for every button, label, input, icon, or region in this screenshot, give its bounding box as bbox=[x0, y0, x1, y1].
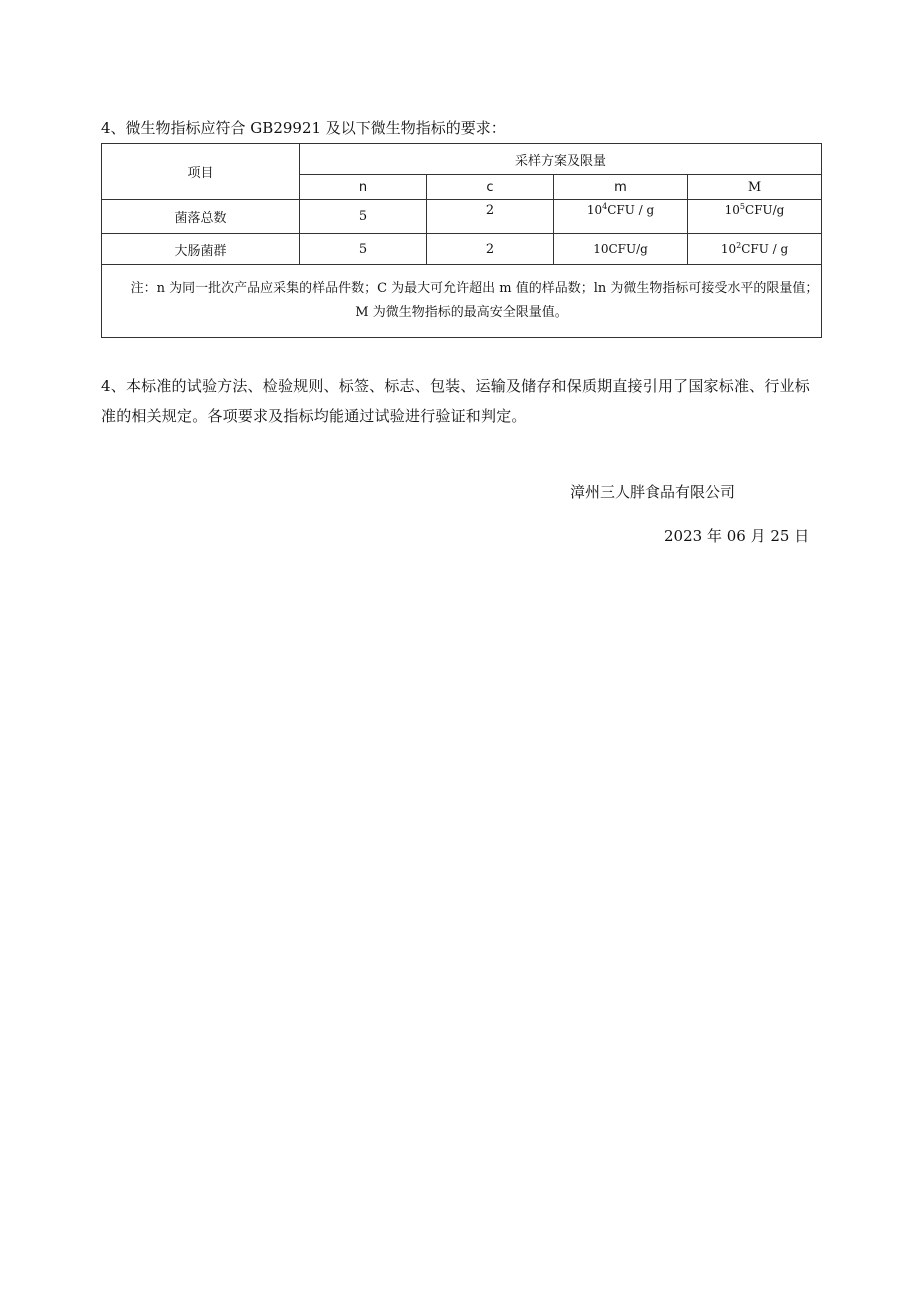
row-m-value: 10CFU/g bbox=[554, 234, 688, 265]
M-unit: CFU / g bbox=[741, 242, 789, 256]
section-heading: 4、微生物指标应符合 GB29921 及以下微生物指标的要求： bbox=[101, 119, 506, 137]
row-item-name: 大肠菌群 bbox=[102, 234, 300, 265]
row-m-value bbox=[554, 200, 688, 234]
microbial-spec-table bbox=[101, 143, 821, 338]
test-methods-paragraph: 4、本标准的试验方法、检验规则、标签、标志、包装、运输及储存和保质期直接引用了国家标准、行业标准的相关规定。各项要求及指标均能通过试验进行验证和判定。 bbox=[101, 377, 810, 425]
table-header-row bbox=[102, 144, 822, 175]
M-unit: CFU/g bbox=[745, 203, 785, 217]
m-base: 10 bbox=[586, 203, 603, 217]
row-n-value: 5 bbox=[300, 200, 427, 234]
column-header-n: n bbox=[300, 175, 427, 200]
sampling-plan-header: 采样方案及限量 bbox=[300, 144, 822, 175]
M-exponent: 2 bbox=[736, 241, 742, 250]
table-row bbox=[102, 234, 822, 265]
row-M-value bbox=[688, 234, 822, 265]
m-unit: CFU / g bbox=[607, 203, 655, 217]
row-M-value bbox=[688, 200, 822, 234]
table-note: 注：n 为同一批次产品应采集的样品件数；C 为最大可允许超出 m 值的样品数；ln 为微生物指标可接受水平的限量值；M 为微生物指标的最高安全限量值。 bbox=[130, 281, 819, 320]
column-header-c: c bbox=[427, 175, 554, 200]
row-c-value: 2 bbox=[427, 200, 554, 234]
table-row bbox=[102, 200, 822, 234]
M-base: 10 bbox=[720, 242, 737, 256]
table-note-cell bbox=[102, 265, 822, 338]
column-header-m: m bbox=[554, 175, 688, 200]
column-header-M: M bbox=[688, 175, 822, 200]
row-n-value: 5 bbox=[300, 234, 427, 265]
company-name: 漳州三人胖食品有限公司 bbox=[570, 483, 736, 501]
item-header: 项目 bbox=[102, 144, 300, 200]
M-exponent: 5 bbox=[739, 202, 746, 211]
M-base: 10 bbox=[724, 203, 740, 217]
spec-table bbox=[101, 143, 822, 338]
table-note-row bbox=[102, 265, 822, 338]
row-c-value: 2 bbox=[427, 234, 554, 265]
row-item-name: 菌落总数 bbox=[102, 200, 300, 234]
m-exponent: 4 bbox=[602, 202, 608, 211]
signature-date: 2023 年 06 月 25 日 bbox=[664, 527, 810, 545]
